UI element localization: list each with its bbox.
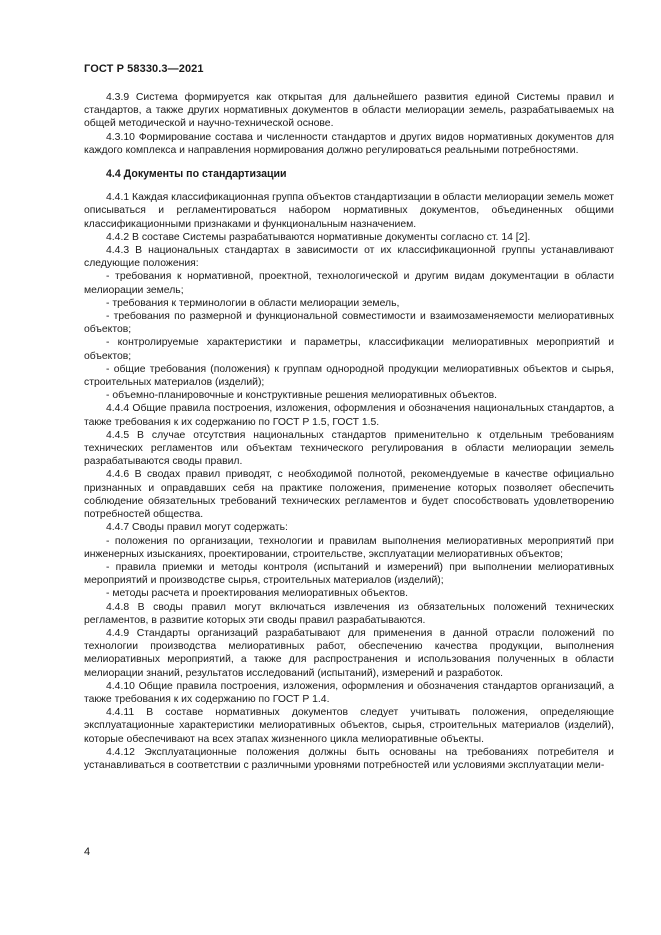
paragraph-4-4-11: 4.4.11 В составе нормативных документов следует учитывать положения, определяющие эксплуатационные характеристики мелиоративных объектов, сырья, строительных материалов (изделий), которые обеспечивают на всех этапах жизненного цикла мелиоративные объекты.	[84, 707, 614, 745]
paragraph-4-4-9: 4.4.9 Стандарты организаций разрабатывают для применения в данной отрасли положений по технологии производства мелиоративных работ, обеспечению качества продукции, выполнения мелиоративных мероприятий, а также для распространения и использования полученных в области мелиорации знаний, результатов исследований (испытаний), измерений и разработок.	[84, 627, 614, 679]
list-item: - требования к нормативной, проектной, технологической и другим видам документации в области мелиорации земель;	[84, 271, 614, 296]
list-item: - требования по размерной и функциональной совместимости и взаимозаменяемости мелиоративных объектов;	[84, 311, 614, 336]
paragraph-4-4-6: 4.4.6 В сводах правил приводят, с необходимой полнотой, рекомендуемые в качестве официально признанных и оправдавших себя на практике положения, применение которых позволяет обеспечить соблюдение обязательных требований технических регламентов и будет способствовать удовлетворению потребностей общества.	[84, 469, 614, 521]
paragraph-4-4-2: 4.4.2 В составе Системы разрабатываются нормативные документы согласно ст. 14 [2].	[106, 231, 531, 243]
section-title: 4.4 Документы по стандартизации	[106, 168, 287, 181]
paragraph-4-3-9: 4.3.9 Система формируется как открытая для дальнейшего развития единой Системы правил и стандартов, а также других нормативных документов в области мелиорации земель, разрабатываемых на общей методической и научно-технической основе.	[84, 92, 614, 130]
list-item: - положения по организации, технологии и правилам выполнения мелиоративных мероприятий при инженерных изысканиях, проектировании, строительстве, эксплуатации мелиоративных объектов;	[84, 535, 614, 560]
paragraph-4-4-5: 4.4.5 В случае отсутствия национальных стандартов применительно к отдельным требованиям технических регламентов или объектам технического регулирования в области мелиорации земель разрабатываются своды правил.	[84, 429, 614, 468]
list-item: - контролируемые характеристики и параметры, классификации мелиоративных мероприятий и объектов;	[84, 337, 614, 362]
list-item: - методы расчета и проектирования мелиоративных объектов.	[106, 588, 409, 600]
paragraph-4-3-10: 4.3.10 Формирование состава и численности стандартов и других видов нормативных документов для каждого комплекса и направления нормирования должно регулироваться реальными потребностями.	[84, 131, 614, 156]
paragraph-4-4-4: 4.4.4 Общие правила построения, изложения, оформления и обозначения национальных стандартов, а также требования к их содержанию по ГОСТ Р 1.5, ГОСТ 1.5.	[84, 403, 614, 428]
paragraph-4-4-8: 4.4.8 В своды правил могут включаться извлечения из обязательных положений технических регламентов, в развитие которых эти своды правил разрабатываются.	[84, 601, 614, 626]
list-item: - требования к терминологии в области мелиорации земель,	[106, 297, 400, 309]
document-body	[84, 91, 614, 772]
list-item: - общие требования (положения) к группам однородной продукции мелиоративных объектов и сырья, строительных материалов (изделий);	[84, 363, 614, 389]
document-header: ГОСТ Р 58330.3—2021	[84, 63, 204, 75]
paragraph-4-4-7: 4.4.7 Своды правил могут содержать:	[106, 522, 288, 534]
paragraph-4-4-1: 4.4.1 Каждая классификационная группа объектов стандартизации в области мелиорации земель может описываться и регламентироваться набором нормативных документов, объединенных общими классификационными признаками и функциональным назначением.	[84, 192, 614, 230]
paragraph-4-4-3: 4.4.3 В национальных стандартах в зависимости от их классификационной группы устанавливают следующие положения:	[84, 245, 614, 270]
list-item: - объемно-планировочные и конструктивные решения мелиоративных объектов.	[106, 390, 498, 402]
paragraph-4-4-12: 4.4.12 Эксплуатационные положения должны быть основаны на требованиях потребителя и устанавливаться в соответствии с различными уровнями потребностей или условиями эксплуатации мели-	[84, 746, 614, 771]
paragraph-4-4-10: 4.4.10 Общие правила построения, изложения, оформления и обозначения стандартов организаций, а также требования к их содержанию по ГОСТ Р 1.4.	[84, 680, 614, 705]
list-item: - правила приемки и методы контроля (испытаний и измерений) при выполнении мелиоративных мероприятий и производстве сырья, строительных материалов (изделий);	[84, 561, 614, 587]
page-number: 4	[84, 846, 91, 858]
